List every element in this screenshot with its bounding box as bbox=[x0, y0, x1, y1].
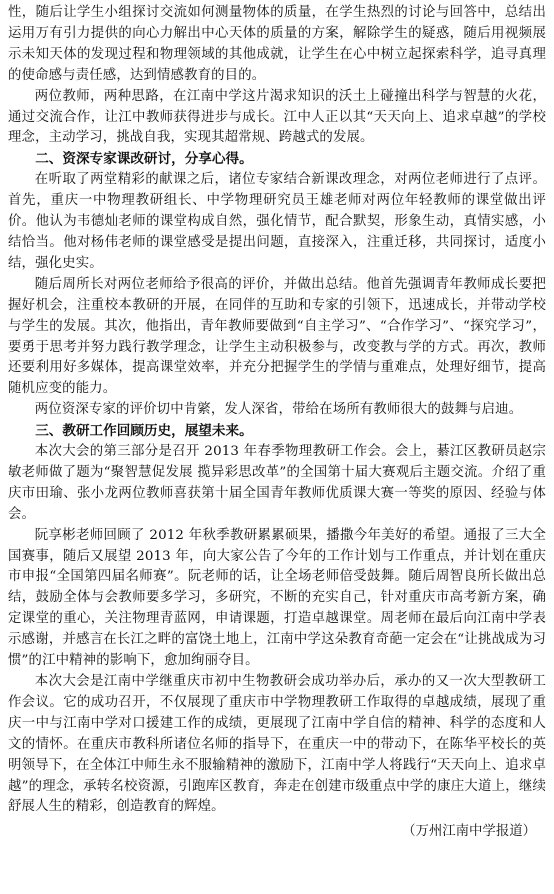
report-source: （万州江南中学报道） bbox=[402, 824, 536, 840]
paragraph-director-summary: 随后周所长对两位老师给予很高的评价，并做出总结。他首先强调青年教师成长要把握好机会，注重校本教研的开展，在同伴的互助和专家的引领下，迅速成长，并带动学校与学生的发展。其次，他指出，青年教师要做到“自主学习”、“合作学习”、“探究学习”，要勇于思考并努力践行教学理念，让学生主动积极参与，改变教与学的方式。再次，教师还要利用好多媒体，提高课堂效率，并充分把握学生的学情与重难点，处理好细节，提高随机应变的能力。 bbox=[8, 276, 546, 397]
paragraph-expert-review: 在听取了两堂精彩的献课之后，诸位专家结合新课改理念，对两位老师进行了点评。首先，重庆一中物理教研组长、中学物理研究员王雄老师对两位年轻教师的课堂做出评价。他认为韦德灿老师的课堂构成自然，强化情节，配合默契，形象生动，真情实感，小结恰当。他对杨伟老师的课堂感受是提出问题，直接深入，注重迁移，共同探讨，适度小结，强化史实。 bbox=[8, 172, 546, 271]
paragraph-two-teachers: 两位教师，两种思路，在江南中学这片渴求知识的沃土上碰撞出科学与智慧的火花，通过交流合作，让江中教师获得进步与成长。江中人正以其“天天向上、追求卓越”的学校理念，主动学习，挑战自我，实现其超常规、跨越式的发展。 bbox=[8, 88, 546, 146]
paragraph-conclusion: 本次大会是江南中学继重庆市初中生物教研会成功举办后，承办的又一次大型教研工作会议。它的成功召开，不仅展现了重庆市中学物理教研工作取得的卓越成绩，展现了重庆一中与江南中学对口援建工作的成绩，更展现了江南中学自信的精神、科学的态度和人文的情怀。在重庆市教科所诸位名师的指导下，在重庆一中的带动下，在陈华平校长的英明领导下，在全体江中师生永不服输精神的激励下，江南中学人将践行“天天向上、追求卓越”的理念，承转名校资源，引跑库区教育，奔走在创建市级重点中学的康庄大道上，继续舒展人生的精彩，创造教育的辉煌。 bbox=[8, 674, 546, 815]
paragraph-intro-continuation: 性，随后让学生小组探讨交流如何测量物体的质量，在学生热烈的讨论与回答中，总结出运用万有引力提供的向心力解出中心天体的质量的方案，解除学生的疑惑，随后用视频展示未知天体的发现过程和物理领域的其他成就，让学生在心中树立起探索科学，追寻真理的使命感与责任感，达到情感教育的目的。 bbox=[8, 5, 546, 83]
paragraph-expert-impact: 两位资深专家的评价切中肯綮，发人深省，带给在场所有教师很大的鼓舞与启迪。 bbox=[34, 402, 523, 418]
section-heading-2: 二、资深专家课改研讨，分享心得。 bbox=[35, 151, 253, 168]
paragraph-meeting-part3: 本次大会的第三部分是召开 2013 年春季物理教研工作会。会上，綦江区教研员赵宗敏老师做了题为“聚智慧促发展 揽异彩思改革”的全国第十届大赛观后主题交流。介绍了重庆市田瑜、张小龙两位教师喜获第十届全国青年教师优质课大赛一等奖的原因、经验与体会。 bbox=[8, 444, 546, 522]
paragraph-review-2012: 阮享彬老师回顾了 2012 年秋季教研累累硕果，播撒今年美好的希望。通报了三大全国赛事，随后又展望 2013 年，向大家公告了今年的工作计划与工作重点，并计划在重庆市申报“全国第四届名师赛”。阮老师的话，让全场老师倍受鼓舞。随后周智良所长做出总结，鼓励全体与会教师要多学习，多研究，不断的充实自己，针对重庆市高考新方案，确定课堂的重心，关注物理青蓝网，申请课题，打造卓越课堂。周老师在最后向江南中学表示感谢，并感言在长江之畔的富饶土地上，江南中学这朵教育奇葩一定会在“让挑战成为习惯”的江中精神的影响下，愈加绚丽夺目。 bbox=[8, 527, 546, 669]
section-heading-3: 三、教研工作回顾历史，展望未来。 bbox=[35, 423, 253, 440]
